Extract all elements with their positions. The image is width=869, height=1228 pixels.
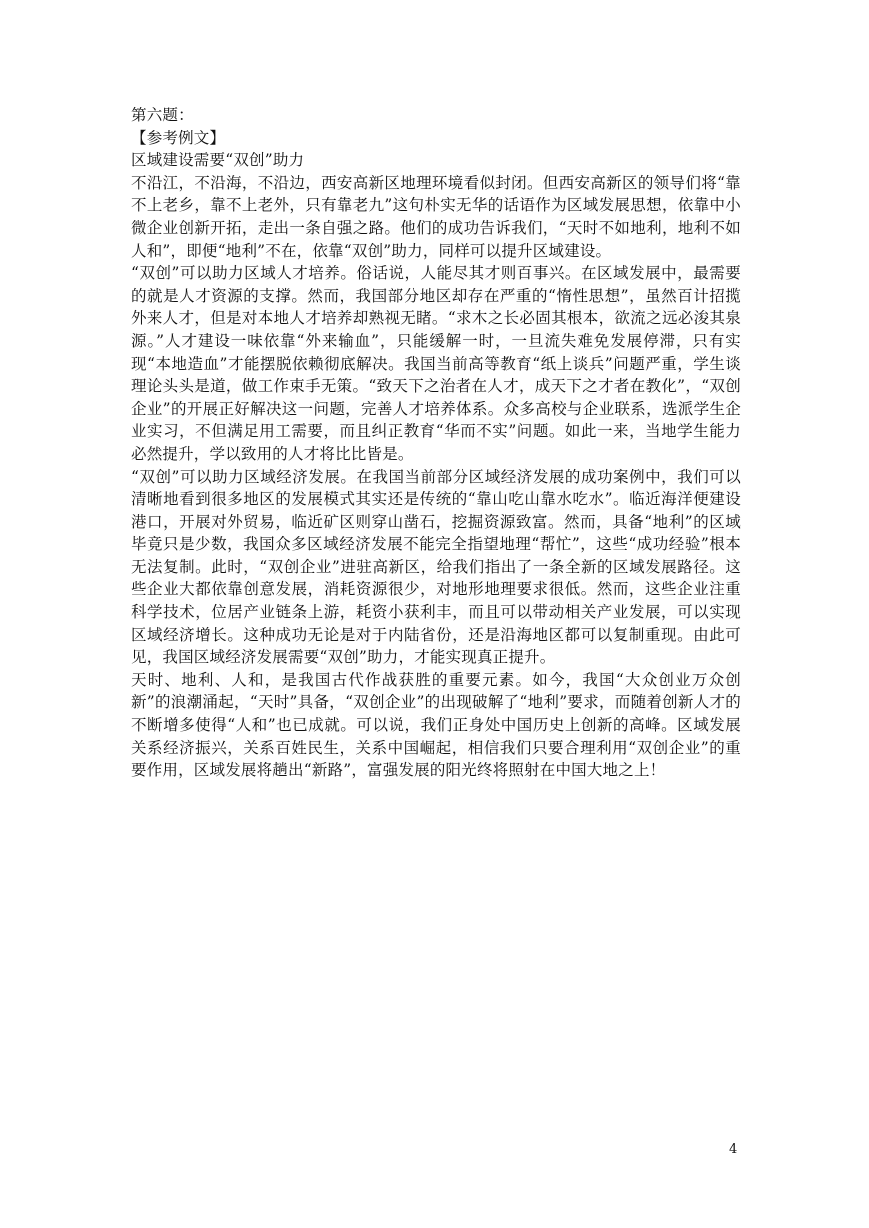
section-label: 【参考例文】 xyxy=(131,128,226,147)
paragraph-talent: “双创”可以助力区域人才培养。俗话说，人能尽其才则百事兴。在区域发展中，最需要的就是人才资源的支撑。然而，我国部分地区却存在严重的“惰性思想”，虽然百计招揽外来人才，但是对本地人才培养却熟视无睹。“求木之长必固其根本，欲流之远必浚其泉源。”人才建设一味依靠“外来输血”，只能缓解一时，一旦流失难免发展停滞，只有实现“本地造血”才能摆脱依赖彻底解决。我国当前高等教育“纸上谈兵”问题严重，学生谈理论头头是道，做工作束手无策。“致天下之治者在人才，成天下之才者在教化”，“双创企业”的开展正好解决这一问题，完善人才培养体系。众多高校与企业联系，选派学生企业实习，不但满足用工需要，而且纠正教育“华而不实”问题。如此一来，当地学生能力必然提升，学以致用的人才将比比皆是。 xyxy=(131,264,741,463)
document-body xyxy=(131,104,741,782)
question-label: 第六题： xyxy=(131,106,194,124)
paragraph-intro: 不沿江，不沿海，不沿边，西安高新区地理环境看似封闭。但西安高新区的领导们将“靠不上老乡，靠不上老外，只有靠老九”这句朴实无华的话语作为区域发展思想，依靠中小微企业创新开拓，走出一条自强之路。他们的成功告诉我们，“天时不如地利，地利不如人和”，即便“地利”不在，依靠“双创”助力，同样可以提升区域建设。 xyxy=(131,173,741,260)
essay-title: 区域建设需要“双创”助力 xyxy=(131,151,305,170)
paragraph-economy: “双创”可以助力区域经济发展。在我国当前部分区域经济发展的成功案例中，我们可以清晰地看到很多地区的发展模式其实还是传统的“靠山吃山靠水吃水”。临近海洋便建设港口，开展对外贸易，临近矿区则穿山凿石，挖掘资源致富。然而，具备“地利”的区域毕竟只是少数，我国众多区域经济发展不能完全指望地理“帮忙”，这些“成功经验”根本无法复制。此时，“双创企业”进驻高新区，给我们指出了一条全新的区域发展路径。这些企业大都依靠创意发展，消耗资源很少，对地形地理要求很低。然而，这些企业注重科学技术，位居产业链条上游，耗资小获利丰，而且可以带动相关产业发展，可以实现区域经济增长。这种成功无论是对于内陆省份，还是沿海地区都可以复制重现。由此可见，我国区域经济发展需要“双创”助力，才能实现真正提升。 xyxy=(131,467,741,667)
page-number: 4 xyxy=(729,1142,738,1157)
paragraph-conclusion: 天时、地利、人和，是我国古代作战获胜的重要元素。如今，我国“大众创业万众创新”的浪潮涌起，“天时”具备，“双创企业”的出现破解了“地利”要求，而随着创新人才的不断增多使得“人和”也已成就。可以说，我们正身处中国历史上创新的高峰。区域发展关系经济振兴，关系百姓民生，关系中国崛起，相信我们只要合理利用“双创企业”的重要作用，区域发展将趟出“新路”，富强发展的阳光终将照射在中国大地之上！ xyxy=(131,670,741,780)
